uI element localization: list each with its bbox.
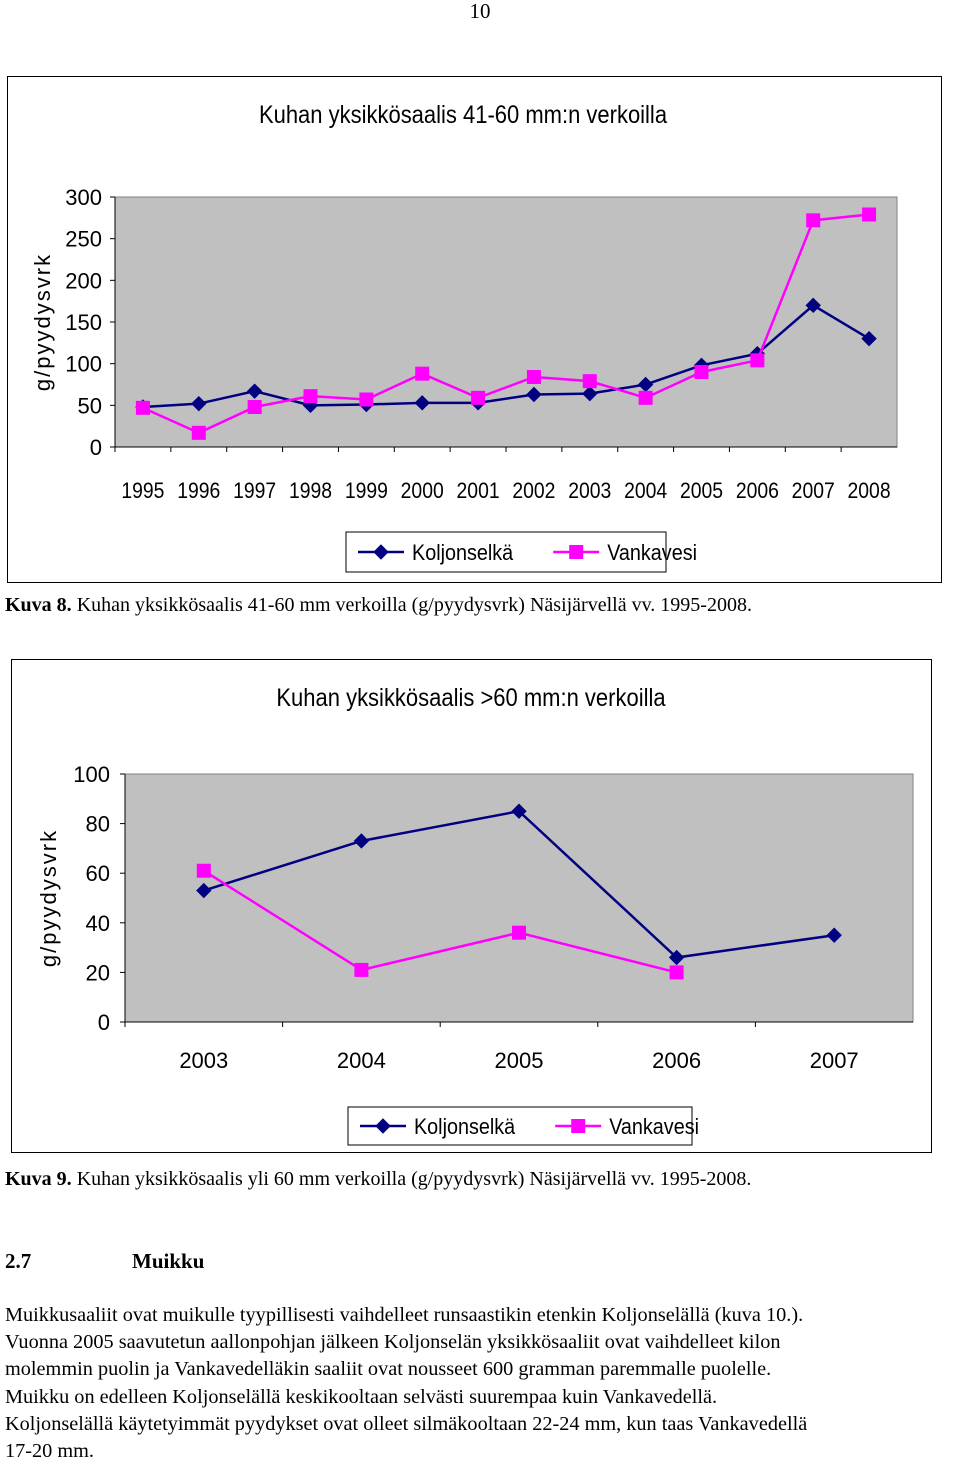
chart1-x-tick-label: 2000 bbox=[400, 478, 444, 504]
chart2-x-tick-label: 2003 bbox=[179, 1048, 229, 1073]
body-line: Vuonna 2005 saavutetun aallonpohjan jälkeen Koljonselän yksikkösaaliit ovat vaihdelleet kilon bbox=[5, 1331, 781, 1354]
chart-2 bbox=[12, 660, 931, 1152]
caption-2-text: Kuhan yksikkösaalis yli 60 mm verkoilla (g/pyydysvrk) Näsijärvellä vv. 1995-2008. bbox=[71, 1168, 752, 1190]
chart2-y-tick-label: 0 bbox=[97, 1010, 110, 1035]
chart2-x-tick-label: 2005 bbox=[494, 1048, 544, 1073]
chart2-data-point bbox=[513, 926, 526, 939]
caption-2 bbox=[5, 1167, 751, 1191]
page-number: 10 bbox=[469, 0, 491, 23]
chart2-data-point bbox=[197, 864, 210, 877]
caption-2-label: Kuva 9. bbox=[5, 1168, 72, 1190]
chart1-y-tick-label: 0 bbox=[89, 435, 102, 460]
chart1-title: Kuhan yksikkösaalis 41-60 mm:n verkoilla bbox=[258, 100, 668, 129]
chart2-legend-marker bbox=[572, 1120, 585, 1133]
body-line: molemmin puolin ja Vankavedelläkin saaliit ovat nousseet 600 gramman paremmalle puolelle. bbox=[5, 1358, 772, 1381]
chart2-x-tick-label: 2006 bbox=[652, 1048, 702, 1073]
chart1-x-tick-label: 2004 bbox=[624, 478, 668, 504]
chart1-data-point bbox=[472, 391, 485, 404]
chart1-x-tick-label: 1997 bbox=[233, 478, 277, 504]
chart1-legend-marker bbox=[570, 546, 583, 559]
chart2-data-point bbox=[670, 966, 683, 979]
chart1-y-tick-label: 150 bbox=[65, 310, 102, 335]
chart1-data-point bbox=[751, 354, 764, 367]
body-line: Koljonselällä käytetyimmät pyydykset ovat olleet silmäkooltaan 22-24 mm, kun taas Vankavedellä bbox=[5, 1412, 808, 1435]
chart1-y-tick-label: 50 bbox=[77, 393, 102, 419]
chart1-data-point bbox=[807, 214, 820, 227]
chart2-y-tick-label: 20 bbox=[85, 960, 110, 986]
body-line: Muikku on edelleen Koljonselällä keskikooltaan selvästi suurempaa kuin Vankavedellä. bbox=[5, 1385, 718, 1408]
chart2-y-tick-label: 100 bbox=[73, 762, 110, 787]
chart2-legend-label: Vankavesi bbox=[609, 1115, 699, 1140]
chart1-x-tick-label: 2007 bbox=[791, 478, 835, 504]
chart1-x-tick-label: 1995 bbox=[121, 478, 165, 504]
chart1-y-tick-label: 100 bbox=[65, 351, 102, 377]
chart1-x-tick-label: 2001 bbox=[456, 478, 500, 504]
chart1-plot-area bbox=[115, 197, 897, 447]
chart2-data-point bbox=[355, 963, 368, 976]
chart1-legend-label: Vankavesi bbox=[607, 541, 697, 566]
chart1-data-point bbox=[583, 375, 596, 388]
chart1-x-tick-label: 2002 bbox=[512, 478, 556, 504]
chart1-data-point bbox=[136, 401, 149, 414]
body-text bbox=[5, 1302, 960, 1465]
chart1-data-point bbox=[416, 367, 429, 380]
chart1-data-point bbox=[192, 426, 205, 439]
chart1-data-point bbox=[639, 391, 652, 404]
chart2-x-tick-label: 2007 bbox=[809, 1048, 859, 1073]
chart2-y-tick-label: 80 bbox=[85, 811, 110, 837]
chart1-y-tick-label: 250 bbox=[65, 226, 102, 252]
chart1-data-point bbox=[527, 371, 540, 384]
chart2-title: Kuhan yksikkösaalis >60 mm:n verkoilla bbox=[276, 683, 666, 712]
chart2-y-tick-label: 60 bbox=[85, 861, 110, 887]
chart2-y-label: g/pyydysvrk bbox=[36, 828, 61, 968]
section-heading bbox=[5, 1248, 204, 1274]
body-line: 17-20 mm. bbox=[5, 1440, 95, 1463]
chart1-data-point bbox=[695, 366, 708, 379]
caption-1 bbox=[5, 593, 752, 617]
chart1-x-tick-label: 2006 bbox=[735, 478, 779, 504]
chart-1 bbox=[8, 77, 941, 582]
chart2-x-tick-label: 2004 bbox=[336, 1048, 386, 1073]
chart1-x-tick-label: 2008 bbox=[847, 478, 891, 504]
caption-1-label: Kuva 8. bbox=[5, 594, 72, 616]
chart1-x-tick-label: 2005 bbox=[679, 478, 724, 504]
section-title: Muikku bbox=[132, 1249, 205, 1273]
chart1-y-label: g/pyydysvrk bbox=[30, 252, 55, 392]
chart1-y-tick-label: 200 bbox=[65, 268, 102, 294]
chart2-y-tick-label: 40 bbox=[85, 910, 110, 936]
chart-1-area bbox=[7, 76, 942, 583]
chart-2-area bbox=[11, 659, 932, 1153]
chart1-x-tick-label: 1999 bbox=[344, 478, 388, 504]
chart1-data-point bbox=[863, 208, 876, 221]
body-line: Muikkusaaliit ovat muikulle tyypillisesti vaihdelleet runsaastikin etenkin Koljonselällä (kuva 10.). bbox=[5, 1304, 804, 1326]
chart1-data-point bbox=[360, 393, 373, 406]
caption-1-text: Kuhan yksikkösaalis 41-60 mm verkoilla (g/pyydysvrk) Näsijärvellä vv. 1995-2008. bbox=[71, 594, 752, 616]
chart2-legend-label: Koljonselkä bbox=[414, 1115, 516, 1140]
chart1-x-tick-label: 2003 bbox=[568, 478, 612, 504]
chart1-y-tick-label: 300 bbox=[65, 185, 102, 210]
chart1-x-tick-label: 1996 bbox=[177, 478, 221, 504]
section-number: 2.7 bbox=[5, 1249, 32, 1273]
chart1-data-point bbox=[248, 401, 261, 414]
chart1-data-point bbox=[304, 390, 317, 403]
chart1-x-tick-label: 1998 bbox=[288, 478, 333, 504]
chart1-legend-label: Koljonselkä bbox=[412, 541, 514, 566]
